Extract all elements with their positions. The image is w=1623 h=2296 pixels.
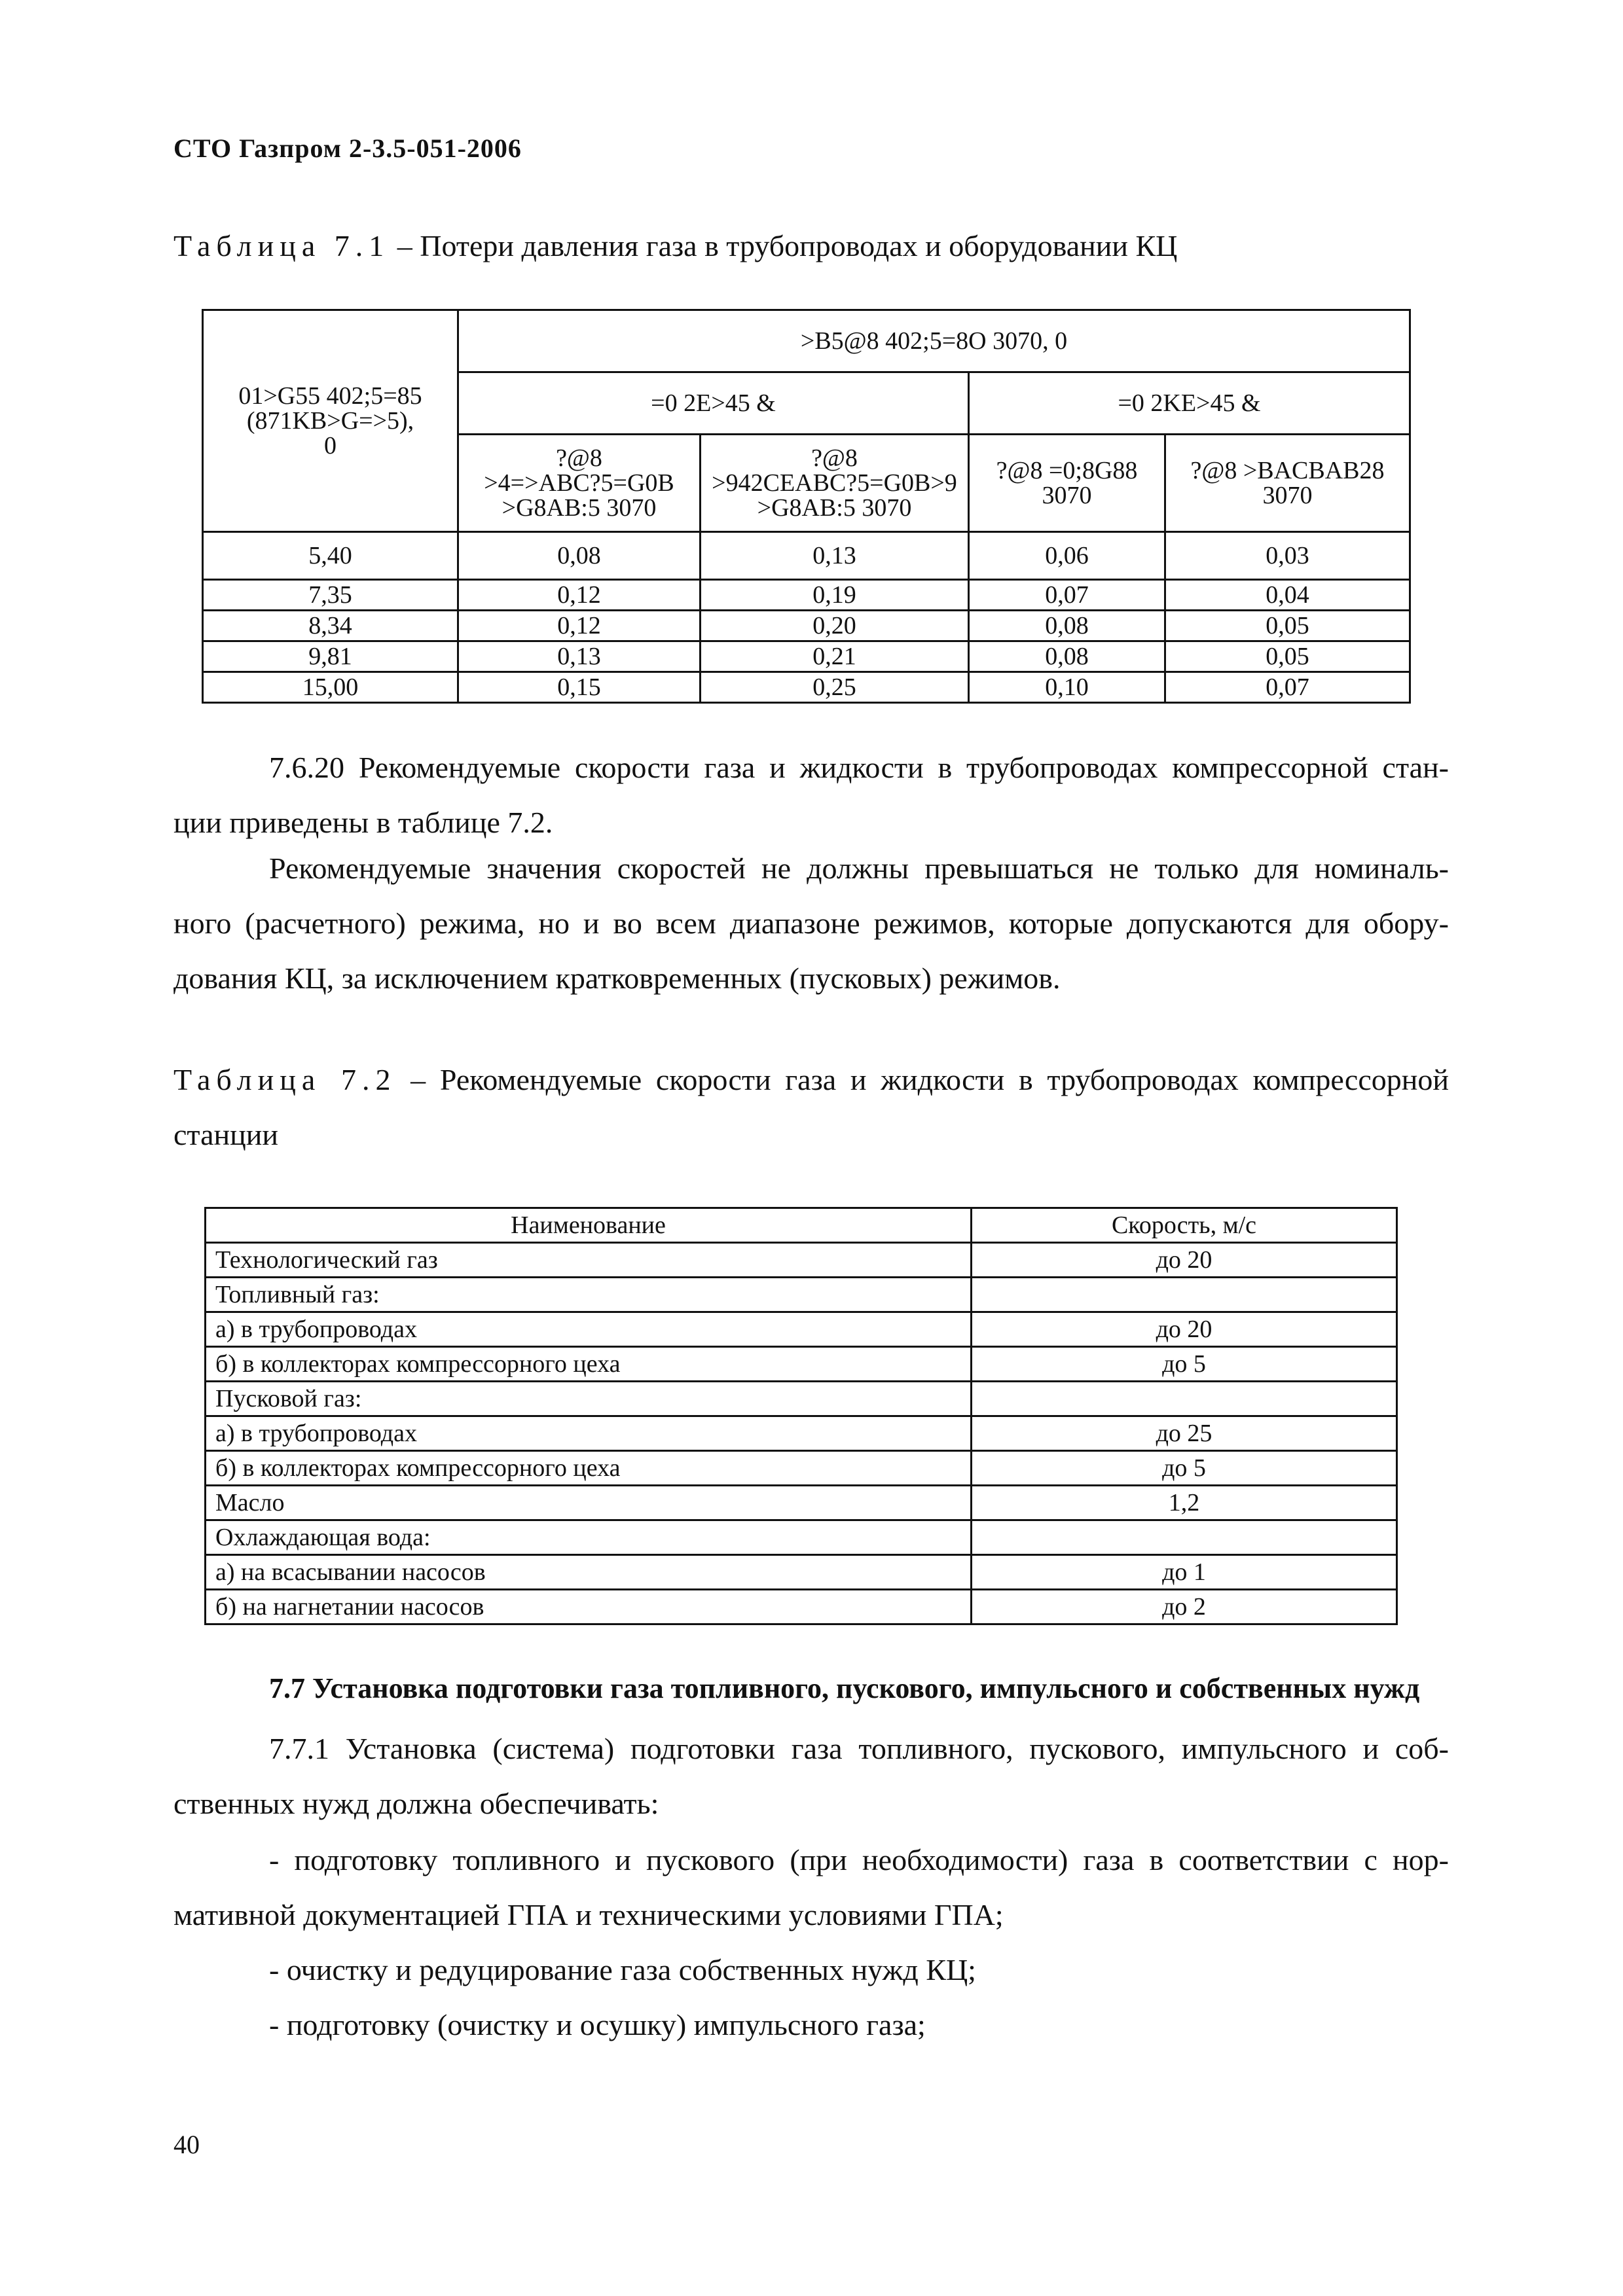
- table1-group-2: =0 2KE>45 &: [969, 372, 1410, 435]
- table2-header-row: [206, 1208, 1397, 1243]
- table1-first-column-header: 01>G55 402;5=85 (871KB>G=>5), 0: [203, 310, 458, 532]
- table-row: 7,35 0,12 0,19 0,07 0,04: [203, 580, 1410, 611]
- document-header: СТО Газпром 2-3.5-051-2006: [173, 134, 522, 163]
- list-item: - подготовку (очистку и осушку) импульсного газа;: [269, 2008, 926, 2041]
- table2-caption: Таблица 7.2 – Рекомендуемые скорости газа и жидкости в трубопроводах компрессорной станции: [173, 1063, 1449, 1151]
- page-number: 40: [173, 2130, 200, 2159]
- table-row: Пусковой газ:: [206, 1382, 1397, 1416]
- table-row: 5,40 0,08 0,13 0,06 0,03: [203, 532, 1410, 580]
- table-row: 8,34 0,12 0,20 0,08 0,05: [203, 611, 1410, 641]
- table-row: а) в трубопроводах до 25: [206, 1416, 1397, 1451]
- bullet-list: [173, 1833, 1449, 2053]
- table1-sub-4: ?@8 >BACBAB28 3070: [1165, 435, 1410, 532]
- list-item-continuation: мативной документацией ГПА и техническими условиями ГПА;: [173, 1898, 1004, 1931]
- gas-velocity-table: [204, 1207, 1398, 1625]
- paragraph-7-7-1: 7.7.1 Установка (система) подготовки газа топливного, пускового, импульсного и соб- ственных нужд должна обеспечивать:: [173, 1732, 1449, 1820]
- table-row: 15,00 0,15 0,25 0,10 0,07: [203, 672, 1410, 703]
- table1-caption-label: Таблица 7.1: [173, 229, 390, 262]
- table-row: Технологический газ до 20: [206, 1243, 1397, 1278]
- table2-header-name: Наименование: [206, 1208, 972, 1243]
- paragraph-7-6-20: 7.6.20 Рекомендуемые скорости газа и жидкости в трубопроводах компрессорной стан- ции приведены в таблице 7.2.: [173, 751, 1449, 839]
- pressure-loss-table: [202, 309, 1411, 704]
- table1-sub-2: ?@8 >942CEABC?5=G0B>9 >G8AB:5 3070: [701, 435, 969, 532]
- table-row: 9,81 0,13 0,21 0,08 0,05: [203, 641, 1410, 672]
- table-row: Масло 1,2: [206, 1486, 1397, 1520]
- table1-top-header: >B5@8 402;5=8O 3070, 0: [458, 310, 1410, 372]
- list-item: - подготовку топливного и пускового (при необходимости) газа в соответствии с нор-: [269, 1843, 1449, 1876]
- table-row: а) на всасывании насосов до 1: [206, 1555, 1397, 1590]
- table-row: б) в коллекторах компрессорного цеха до 5: [206, 1347, 1397, 1382]
- table1-header-row: [203, 310, 1410, 372]
- table1-caption-text: – Потери давления газа в трубопроводах и оборудовании КЦ: [390, 229, 1178, 262]
- table-row: б) в коллекторах компрессорного цеха до 5: [206, 1451, 1397, 1486]
- table-row: Топливный газ:: [206, 1278, 1397, 1312]
- table1-group-1: =0 2E>45 &: [458, 372, 969, 435]
- table-row: б) на нагнетании насосов до 2: [206, 1590, 1397, 1624]
- paragraph-recommended-values: Рекомендуемые значения скоростей не должны превышаться не только для номиналь- ного (расчетного) режима, но и во всем диапазоне режимов, которые допускаются для обору- дования КЦ, за исключением кратковременных (пусковых) режимов.: [173, 852, 1449, 995]
- section-7-7-heading: 7.7 Установка подготовки газа топливного, пускового, импульсного и собственных нужд: [269, 1672, 1420, 1704]
- table2-caption-label: Таблица 7.2: [173, 1063, 397, 1096]
- table2-header-speed: Скорость, м/с: [972, 1208, 1397, 1243]
- table1-sub-1: ?@8 >4=>ABC?5=G0B >G8AB:5 3070: [458, 435, 701, 532]
- table1-sub-3: ?@8 =0;8G88 3070: [969, 435, 1165, 532]
- list-item: - очистку и редуцирование газа собственных нужд КЦ;: [269, 1953, 976, 1986]
- table-row: Охлаждающая вода:: [206, 1520, 1397, 1555]
- table-row: а) в трубопроводах до 20: [206, 1312, 1397, 1347]
- table1-caption: [173, 228, 1177, 264]
